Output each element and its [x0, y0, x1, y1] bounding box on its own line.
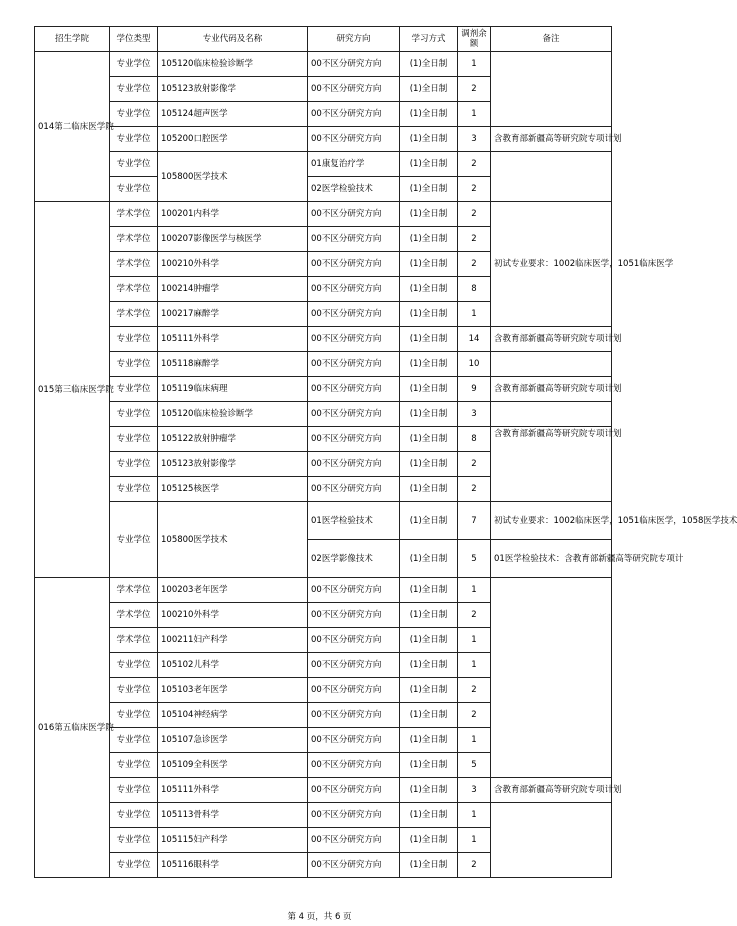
direction-cell: 00不区分研究方向 [308, 327, 400, 352]
note-cell: 01医学检验技术：含教育部新疆高等研究院专项计 [491, 540, 612, 578]
direction-cell: 00不区分研究方向 [308, 102, 400, 127]
study-mode-cell: (1)全日制 [400, 352, 458, 377]
study-mode-cell: (1)全日制 [400, 628, 458, 653]
quota-cell: 2 [458, 678, 491, 703]
table-row [35, 127, 612, 152]
direction-cell: 00不区分研究方向 [308, 252, 400, 277]
quota-cell: 2 [458, 177, 491, 202]
study-mode-cell: (1)全日制 [400, 52, 458, 77]
degree-type-cell: 专业学位 [110, 377, 158, 402]
major-cell: 105102儿科学 [158, 653, 308, 678]
direction-cell: 00不区分研究方向 [308, 628, 400, 653]
table-row [35, 778, 612, 803]
degree-type-cell: 专业学位 [110, 402, 158, 427]
quota-cell: 8 [458, 277, 491, 302]
note-cell: 含教育部新疆高等研究院专项计划 [491, 427, 612, 502]
quota-cell: 9 [458, 377, 491, 402]
study-mode-cell: (1)全日制 [400, 327, 458, 352]
note-cell [491, 352, 612, 377]
degree-type-cell: 学术学位 [110, 202, 158, 227]
degree-type-cell: 专业学位 [110, 728, 158, 753]
direction-cell: 00不区分研究方向 [308, 828, 400, 853]
study-mode-cell: (1)全日制 [400, 127, 458, 152]
quota-cell: 3 [458, 402, 491, 427]
major-cell: 105123放射影像学 [158, 77, 308, 102]
table-row [35, 202, 612, 227]
direction-cell: 00不区分研究方向 [308, 427, 400, 452]
header-quota: 调剂余额 [458, 27, 491, 52]
quota-cell: 2 [458, 252, 491, 277]
direction-cell: 00不区分研究方向 [308, 352, 400, 377]
quota-cell: 2 [458, 603, 491, 628]
major-cell: 100217麻醉学 [158, 302, 308, 327]
direction-cell: 00不区分研究方向 [308, 578, 400, 603]
note-cell [491, 402, 612, 427]
quota-cell: 2 [458, 227, 491, 252]
degree-type-cell: 专业学位 [110, 703, 158, 728]
quota-cell: 5 [458, 753, 491, 778]
study-mode-cell: (1)全日制 [400, 653, 458, 678]
quota-cell: 2 [458, 452, 491, 477]
header-notes: 备注 [491, 27, 612, 52]
page-number: 第 4 页，共 6 页 [287, 912, 352, 922]
college-cell: 015第三临床医学院 [35, 202, 110, 578]
major-cell: 105120临床检验诊断学 [158, 402, 308, 427]
degree-type-cell: 专业学位 [110, 502, 158, 578]
degree-type-cell: 专业学位 [110, 327, 158, 352]
major-cell: 100201内科学 [158, 202, 308, 227]
quota-cell: 7 [458, 502, 491, 540]
study-mode-cell: (1)全日制 [400, 377, 458, 402]
degree-type-cell: 专业学位 [110, 778, 158, 803]
direction-cell: 00不区分研究方向 [308, 402, 400, 427]
college-cell: 014第二临床医学院 [35, 52, 110, 202]
degree-type-cell: 专业学位 [110, 152, 158, 177]
degree-type-cell: 学术学位 [110, 603, 158, 628]
quota-cell: 5 [458, 540, 491, 578]
major-cell: 105111外科学 [158, 778, 308, 803]
major-cell: 100210外科学 [158, 252, 308, 277]
header-direction: 研究方向 [308, 27, 400, 52]
note-cell: 含教育部新疆高等研究院专项计划 [491, 778, 612, 803]
direction-cell: 01医学检验技术 [308, 502, 400, 540]
direction-cell: 00不区分研究方向 [308, 227, 400, 252]
study-mode-cell: (1)全日制 [400, 502, 458, 540]
degree-type-cell: 专业学位 [110, 127, 158, 152]
quota-cell: 1 [458, 828, 491, 853]
direction-cell: 00不区分研究方向 [308, 653, 400, 678]
table-row [35, 402, 612, 427]
degree-type-cell: 专业学位 [110, 102, 158, 127]
direction-cell: 02医学影像技术 [308, 540, 400, 578]
study-mode-cell: (1)全日制 [400, 177, 458, 202]
degree-type-cell: 专业学位 [110, 452, 158, 477]
note-cell: 含教育部新疆高等研究院专项计划 [491, 377, 612, 402]
direction-cell: 01康复治疗学 [308, 152, 400, 177]
degree-type-cell: 学术学位 [110, 302, 158, 327]
major-cell: 105123放射影像学 [158, 452, 308, 477]
admissions-table [34, 26, 737, 878]
quota-cell: 14 [458, 327, 491, 352]
study-mode-cell: (1)全日制 [400, 477, 458, 502]
note-cell: 初试专业要求：1002临床医学，1051临床医学 [491, 202, 612, 327]
major-cell: 105200口腔医学 [158, 127, 308, 152]
quota-cell: 3 [458, 778, 491, 803]
degree-type-cell: 专业学位 [110, 803, 158, 828]
table-row [35, 327, 612, 352]
degree-type-cell: 学术学位 [110, 277, 158, 302]
study-mode-cell: (1)全日制 [400, 803, 458, 828]
direction-cell: 00不区分研究方向 [308, 452, 400, 477]
note-cell [491, 578, 612, 778]
major-cell: 105107急诊医学 [158, 728, 308, 753]
study-mode-cell: (1)全日制 [400, 402, 458, 427]
quota-cell: 1 [458, 803, 491, 828]
degree-type-cell: 专业学位 [110, 477, 158, 502]
quota-cell: 1 [458, 728, 491, 753]
major-cell: 105103老年医学 [158, 678, 308, 703]
study-mode-cell: (1)全日制 [400, 540, 458, 578]
major-cell: 105104神经病学 [158, 703, 308, 728]
study-mode-cell: (1)全日制 [400, 277, 458, 302]
direction-cell: 00不区分研究方向 [308, 277, 400, 302]
degree-type-cell: 专业学位 [110, 678, 158, 703]
degree-type-cell: 专业学位 [110, 77, 158, 102]
degree-type-cell: 专业学位 [110, 828, 158, 853]
study-mode-cell: (1)全日制 [400, 778, 458, 803]
major-cell: 105109全科医学 [158, 753, 308, 778]
major-cell: 105122放射肿瘤学 [158, 427, 308, 452]
major-cell: 100207影像医学与核医学 [158, 227, 308, 252]
study-mode-cell: (1)全日制 [400, 252, 458, 277]
study-mode-cell: (1)全日制 [400, 728, 458, 753]
table-header-row [35, 27, 612, 52]
direction-cell: 00不区分研究方向 [308, 728, 400, 753]
header-study-mode: 学习方式 [400, 27, 458, 52]
major-cell: 105116眼科学 [158, 853, 308, 878]
note-cell: 初试专业要求：1002临床医学，1051临床医学，1058医学技术 [491, 502, 612, 540]
quota-cell: 3 [458, 127, 491, 152]
direction-cell: 00不区分研究方向 [308, 753, 400, 778]
study-mode-cell: (1)全日制 [400, 427, 458, 452]
quota-cell: 1 [458, 578, 491, 603]
study-mode-cell: (1)全日制 [400, 603, 458, 628]
major-cell: 105118麻醉学 [158, 352, 308, 377]
direction-cell: 00不区分研究方向 [308, 127, 400, 152]
direction-cell: 00不区分研究方向 [308, 603, 400, 628]
table-row [35, 578, 612, 603]
major-cell: 105111外科学 [158, 327, 308, 352]
study-mode-cell: (1)全日制 [400, 452, 458, 477]
quota-cell: 2 [458, 853, 491, 878]
degree-type-cell: 专业学位 [110, 653, 158, 678]
study-mode-cell: (1)全日制 [400, 202, 458, 227]
quota-cell: 1 [458, 653, 491, 678]
quota-cell: 2 [458, 703, 491, 728]
major-cell: 105124超声医学 [158, 102, 308, 127]
direction-cell: 00不区分研究方向 [308, 803, 400, 828]
quota-cell: 1 [458, 102, 491, 127]
major-cell: 105113骨科学 [158, 803, 308, 828]
degree-type-cell: 学术学位 [110, 227, 158, 252]
quota-cell: 10 [458, 352, 491, 377]
study-mode-cell: (1)全日制 [400, 678, 458, 703]
degree-type-cell: 学术学位 [110, 252, 158, 277]
major-cell: 105115妇产科学 [158, 828, 308, 853]
degree-type-cell: 专业学位 [110, 52, 158, 77]
major-cell: 105800医学技术 [158, 502, 308, 578]
degree-type-cell: 学术学位 [110, 578, 158, 603]
direction-cell: 00不区分研究方向 [308, 853, 400, 878]
note-cell [491, 52, 612, 127]
header-major: 专业代码及名称 [158, 27, 308, 52]
major-cell: 100210外科学 [158, 603, 308, 628]
college-cell: 016第五临床医学院 [35, 578, 110, 878]
major-cell: 105125核医学 [158, 477, 308, 502]
quota-cell: 1 [458, 628, 491, 653]
table-row [35, 152, 612, 177]
table-row [35, 427, 612, 452]
study-mode-cell: (1)全日制 [400, 753, 458, 778]
degree-type-cell: 专业学位 [110, 177, 158, 202]
study-mode-cell: (1)全日制 [400, 102, 458, 127]
degree-type-cell: 专业学位 [110, 753, 158, 778]
direction-cell: 00不区分研究方向 [308, 202, 400, 227]
major-cell: 100203老年医学 [158, 578, 308, 603]
major-cell: 105120临床检验诊断学 [158, 52, 308, 77]
study-mode-cell: (1)全日制 [400, 227, 458, 252]
direction-cell: 00不区分研究方向 [308, 377, 400, 402]
degree-type-cell: 学术学位 [110, 628, 158, 653]
degree-type-cell: 专业学位 [110, 427, 158, 452]
note-cell [491, 152, 612, 202]
study-mode-cell: (1)全日制 [400, 152, 458, 177]
note-cell [491, 803, 612, 878]
table-row [35, 377, 612, 402]
quota-cell: 2 [458, 477, 491, 502]
study-mode-cell: (1)全日制 [400, 703, 458, 728]
quota-cell: 2 [458, 202, 491, 227]
table-row [35, 803, 612, 828]
study-mode-cell: (1)全日制 [400, 302, 458, 327]
direction-cell: 00不区分研究方向 [308, 703, 400, 728]
table-row [35, 52, 612, 77]
major-cell: 100211妇产科学 [158, 628, 308, 653]
major-cell: 100214肿瘤学 [158, 277, 308, 302]
direction-cell: 00不区分研究方向 [308, 678, 400, 703]
header-degree-type: 学位类型 [110, 27, 158, 52]
quota-cell: 8 [458, 427, 491, 452]
quota-cell: 2 [458, 77, 491, 102]
direction-cell: 00不区分研究方向 [308, 477, 400, 502]
note-cell: 含教育部新疆高等研究院专项计划 [491, 127, 612, 152]
table-row [35, 352, 612, 377]
direction-cell: 02医学检验技术 [308, 177, 400, 202]
direction-cell: 00不区分研究方向 [308, 52, 400, 77]
direction-cell: 00不区分研究方向 [308, 302, 400, 327]
study-mode-cell: (1)全日制 [400, 578, 458, 603]
degree-type-cell: 专业学位 [110, 352, 158, 377]
study-mode-cell: (1)全日制 [400, 853, 458, 878]
header-college: 招生学院 [35, 27, 110, 52]
table-row [35, 502, 612, 540]
study-mode-cell: (1)全日制 [400, 828, 458, 853]
quota-cell: 1 [458, 52, 491, 77]
quota-cell: 1 [458, 302, 491, 327]
major-cell: 105800医学技术 [158, 152, 308, 202]
quota-cell: 2 [458, 152, 491, 177]
study-mode-cell: (1)全日制 [400, 77, 458, 102]
degree-type-cell: 专业学位 [110, 853, 158, 878]
note-cell: 含教育部新疆高等研究院专项计划 [491, 327, 612, 352]
major-cell: 105119临床病理 [158, 377, 308, 402]
direction-cell: 00不区分研究方向 [308, 778, 400, 803]
direction-cell: 00不区分研究方向 [308, 77, 400, 102]
